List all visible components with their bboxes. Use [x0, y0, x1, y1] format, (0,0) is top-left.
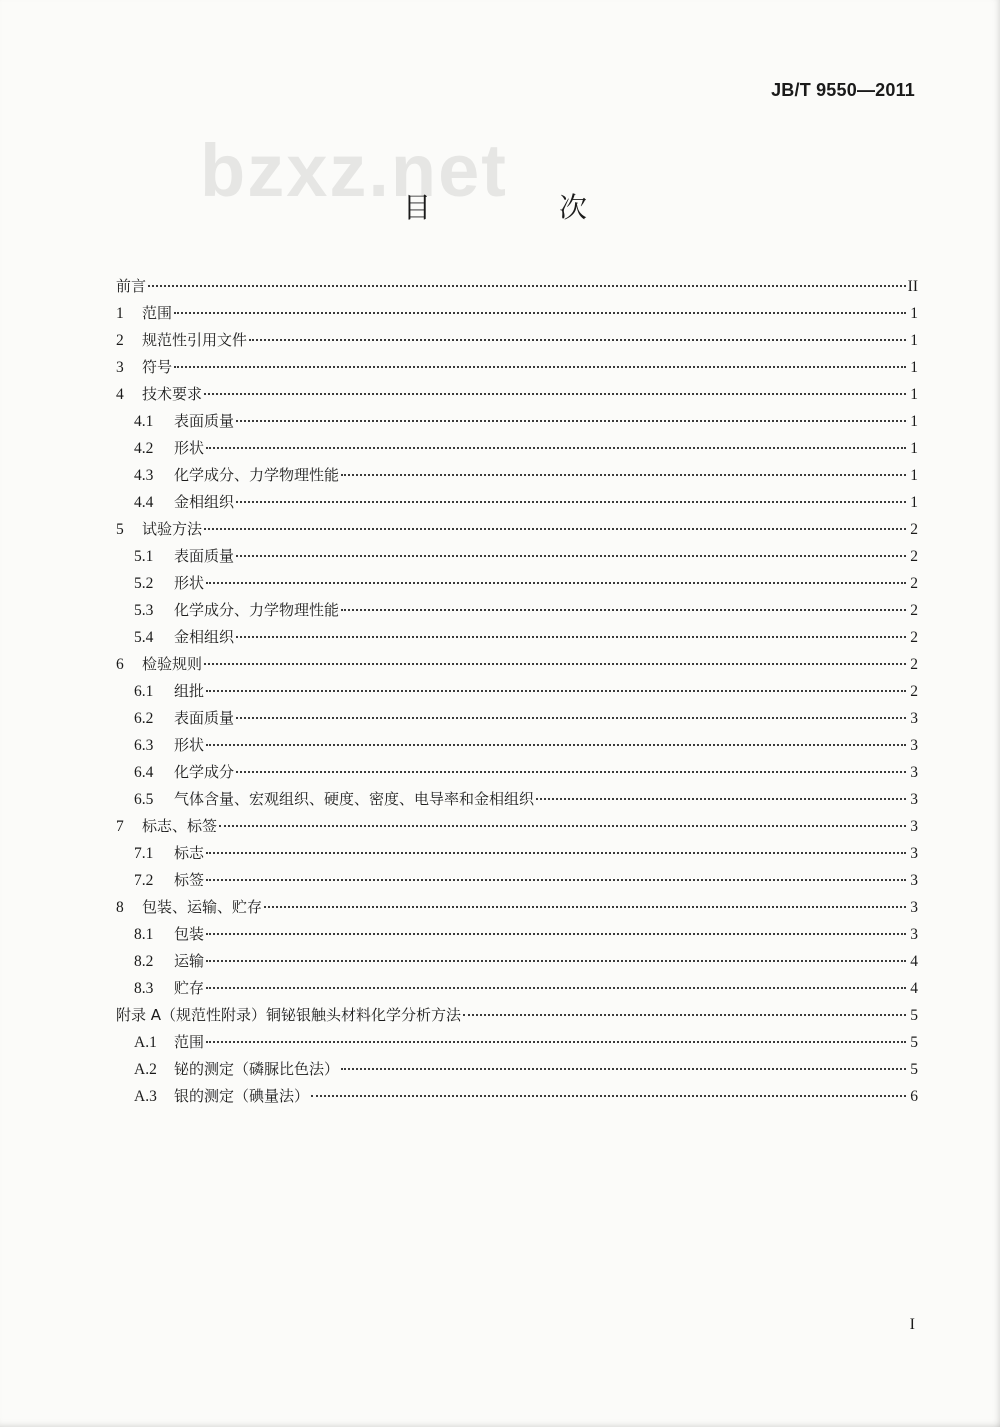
- dot-leader: [236, 500, 906, 503]
- toc-entry-label: 化学成分、力学物理性能: [174, 466, 340, 484]
- dot-leader: [341, 608, 906, 611]
- toc-entry[interactable]: [116, 678, 918, 705]
- toc-entry-page: 5: [910, 1061, 918, 1078]
- toc-entry-page: 4: [910, 953, 918, 970]
- toc-entry-label: 标志、标签: [142, 817, 218, 835]
- toc-entry-number: A.1: [134, 1034, 157, 1051]
- toc-entry[interactable]: [116, 1056, 918, 1083]
- toc-entry-number: 6.3: [134, 737, 154, 754]
- toc-entry[interactable]: [116, 786, 918, 813]
- dot-leader: [206, 932, 906, 935]
- toc-entry-page: 1: [910, 332, 918, 349]
- toc-entry-label: 形状: [174, 736, 205, 754]
- toc-entry[interactable]: [116, 759, 918, 786]
- toc-entry[interactable]: [116, 435, 918, 462]
- toc-entry[interactable]: [116, 1083, 918, 1110]
- toc-entry-page: 3: [910, 764, 918, 781]
- dot-leader: [249, 338, 906, 341]
- toc-entry[interactable]: [116, 840, 918, 867]
- dot-leader: [204, 527, 906, 530]
- toc-entry-label: 气体含量、宏观组织、硬度、密度、电导率和金相组织: [174, 790, 535, 808]
- toc-entry[interactable]: [116, 381, 918, 408]
- toc-entry-page: 3: [910, 872, 918, 889]
- toc-entry-page: 3: [910, 791, 918, 808]
- table-of-contents: [116, 273, 918, 1110]
- toc-entry-page: 1: [910, 440, 918, 457]
- toc-entry-page: 4: [910, 980, 918, 997]
- toc-entry-label: 表面质量: [174, 547, 235, 565]
- toc-entry-label: 表面质量: [174, 412, 235, 430]
- toc-entry-label: 表面质量: [174, 709, 235, 727]
- toc-entry[interactable]: [116, 354, 918, 381]
- toc-entry-number: 7.1: [134, 845, 154, 862]
- watermark-text: bzxz.net: [200, 129, 508, 212]
- dot-leader: [206, 878, 906, 881]
- dot-leader: [174, 311, 906, 314]
- toc-entry-page: 2: [910, 629, 918, 646]
- dot-leader: [236, 635, 906, 638]
- toc-entry-number: A.2: [134, 1061, 157, 1078]
- toc-entry-label: 铋的测定（磷脲比色法）: [174, 1060, 340, 1078]
- toc-entry-page: 3: [910, 899, 918, 916]
- toc-entry-number: 6.4: [134, 764, 154, 781]
- dot-leader: [206, 581, 906, 584]
- toc-entry-label: 运输: [174, 952, 205, 970]
- toc-entry[interactable]: [116, 516, 918, 543]
- toc-entry-number: 4: [116, 386, 124, 403]
- dot-leader: [341, 473, 906, 476]
- toc-entry-label: 金相组织: [174, 493, 235, 511]
- toc-entry-number: 6.2: [134, 710, 154, 727]
- dot-leader: [148, 284, 906, 287]
- toc-entry[interactable]: [116, 597, 918, 624]
- dot-leader: [219, 824, 906, 827]
- page-folio: I: [909, 1316, 915, 1333]
- toc-entry-number: 6.5: [134, 791, 154, 808]
- toc-entry-number: 5.1: [134, 548, 154, 565]
- toc-entry-number: 4.3: [134, 467, 154, 484]
- dot-leader: [204, 662, 906, 665]
- toc-entry-number: 8.3: [134, 980, 154, 997]
- dot-leader: [204, 392, 906, 395]
- toc-entry-page: 3: [910, 926, 918, 943]
- dot-leader: [206, 986, 906, 989]
- toc-entry[interactable]: [116, 327, 918, 354]
- toc-entry-label: 试验方法: [142, 520, 203, 538]
- dot-leader: [236, 419, 906, 422]
- toc-entry-number: 5.3: [134, 602, 154, 619]
- toc-entry-page: 1: [910, 386, 918, 403]
- toc-entry-number: 5.2: [134, 575, 154, 592]
- toc-entry-label: 规范性引用文件: [142, 331, 248, 349]
- toc-entry-number: 8: [116, 899, 124, 916]
- toc-entry[interactable]: [116, 705, 918, 732]
- toc-entry-label: 银的测定（碘量法）: [174, 1087, 310, 1105]
- toc-entry-number: 4.1: [134, 413, 154, 430]
- toc-entry[interactable]: [116, 948, 918, 975]
- dot-leader: [206, 743, 906, 746]
- toc-entry[interactable]: [116, 462, 918, 489]
- toc-entry-number: 8.1: [134, 926, 154, 943]
- toc-entry-number: 7: [116, 818, 124, 835]
- toc-entry[interactable]: [116, 489, 918, 516]
- toc-entry[interactable]: [116, 867, 918, 894]
- toc-entry-number: 1: [116, 305, 124, 322]
- toc-entry-label: 范围: [174, 1033, 205, 1051]
- toc-entry-number: 6: [116, 656, 124, 673]
- standard-code: JB/T 9550—2011: [771, 80, 915, 100]
- toc-entry-number: 5.4: [134, 629, 154, 646]
- toc-entry-number: 2: [116, 332, 124, 349]
- toc-entry-number: 6.1: [134, 683, 154, 700]
- page-title: 目 次: [402, 191, 637, 224]
- toc-entry-label: 附录 A（规范性附录）铜铋银触头材料化学分析方法: [116, 1006, 462, 1024]
- toc-entry[interactable]: [116, 651, 918, 678]
- dot-leader: [206, 959, 906, 962]
- toc-entry-label: 包装、运输、贮存: [142, 898, 263, 916]
- dot-leader: [174, 365, 906, 368]
- toc-entry-number: 5: [116, 521, 124, 538]
- dot-leader: [206, 1040, 906, 1043]
- toc-entry[interactable]: [116, 1029, 918, 1056]
- toc-entry-page: 3: [910, 818, 918, 835]
- dot-leader: [264, 905, 906, 908]
- toc-entry-page: 1: [910, 494, 918, 511]
- dot-leader: [236, 716, 906, 719]
- toc-entry-label: 包装: [174, 925, 205, 943]
- toc-entry-number: 3: [116, 359, 124, 376]
- dot-leader: [236, 554, 906, 557]
- toc-entry-label: 化学成分: [174, 763, 235, 781]
- toc-entry-label: 组批: [174, 682, 205, 700]
- toc-entry-number: 4.4: [134, 494, 154, 511]
- toc-entry-label: 金相组织: [174, 628, 235, 646]
- toc-entry-number: 8.2: [134, 953, 154, 970]
- dot-leader: [206, 851, 906, 854]
- toc-entry-label: 符号: [142, 358, 173, 376]
- toc-entry-label: 技术要求: [142, 385, 203, 403]
- toc-entry-page: 6: [910, 1088, 918, 1105]
- toc-entry-label: 形状: [174, 439, 205, 457]
- toc-entry-label: 化学成分、力学物理性能: [174, 601, 340, 619]
- toc-entry-page: 2: [910, 656, 918, 673]
- toc-entry-page: 1: [910, 305, 918, 322]
- toc-entry-label: 形状: [174, 574, 205, 592]
- toc-entry[interactable]: [116, 624, 918, 651]
- toc-entry-page: 3: [910, 737, 918, 754]
- toc-entry[interactable]: [116, 408, 918, 435]
- toc-entry-page: 2: [910, 521, 918, 538]
- toc-entry[interactable]: [116, 300, 918, 327]
- toc-entry[interactable]: [116, 570, 918, 597]
- toc-entry-page: 2: [910, 548, 918, 565]
- toc-entry-page: 3: [910, 710, 918, 727]
- toc-entry-page: 1: [910, 413, 918, 430]
- toc-entry-label: 标签: [174, 871, 205, 889]
- dot-leader: [206, 446, 906, 449]
- toc-entry[interactable]: [116, 1002, 918, 1029]
- toc-entry[interactable]: [116, 543, 918, 570]
- toc-entry-number: 4.2: [134, 440, 154, 457]
- toc-entry-label: 贮存: [174, 979, 205, 997]
- dot-leader: [536, 797, 906, 800]
- toc-entry[interactable]: [116, 732, 918, 759]
- toc-entry[interactable]: [116, 921, 918, 948]
- dot-leader: [236, 770, 906, 773]
- toc-entry[interactable]: [116, 273, 918, 300]
- toc-entry-number: A.3: [134, 1088, 157, 1105]
- toc-entry[interactable]: [116, 975, 918, 1002]
- toc-entry-page: 5: [910, 1034, 918, 1051]
- dot-leader: [206, 689, 906, 692]
- toc-entry-page: 2: [910, 683, 918, 700]
- toc-entry-number: 7.2: [134, 872, 154, 889]
- toc-entry-page: 1: [910, 359, 918, 376]
- toc-entry-page: 1: [910, 467, 918, 484]
- toc-entry-label: 前言: [116, 277, 147, 295]
- toc-entry-label: 检验规则: [142, 655, 203, 673]
- toc-entry-page: 2: [910, 575, 918, 592]
- toc-entry-page: 2: [910, 602, 918, 619]
- toc-entry[interactable]: [116, 894, 918, 921]
- toc-entry-label: 范围: [142, 304, 173, 322]
- toc-entry[interactable]: [116, 813, 918, 840]
- toc-entry-page: 3: [910, 845, 918, 862]
- dot-leader: [311, 1094, 906, 1097]
- dot-leader: [463, 1013, 906, 1016]
- toc-entry-label: 标志: [174, 844, 205, 862]
- dot-leader: [341, 1067, 906, 1070]
- toc-entry-page: II: [907, 278, 918, 295]
- toc-entry-page: 5: [910, 1007, 918, 1024]
